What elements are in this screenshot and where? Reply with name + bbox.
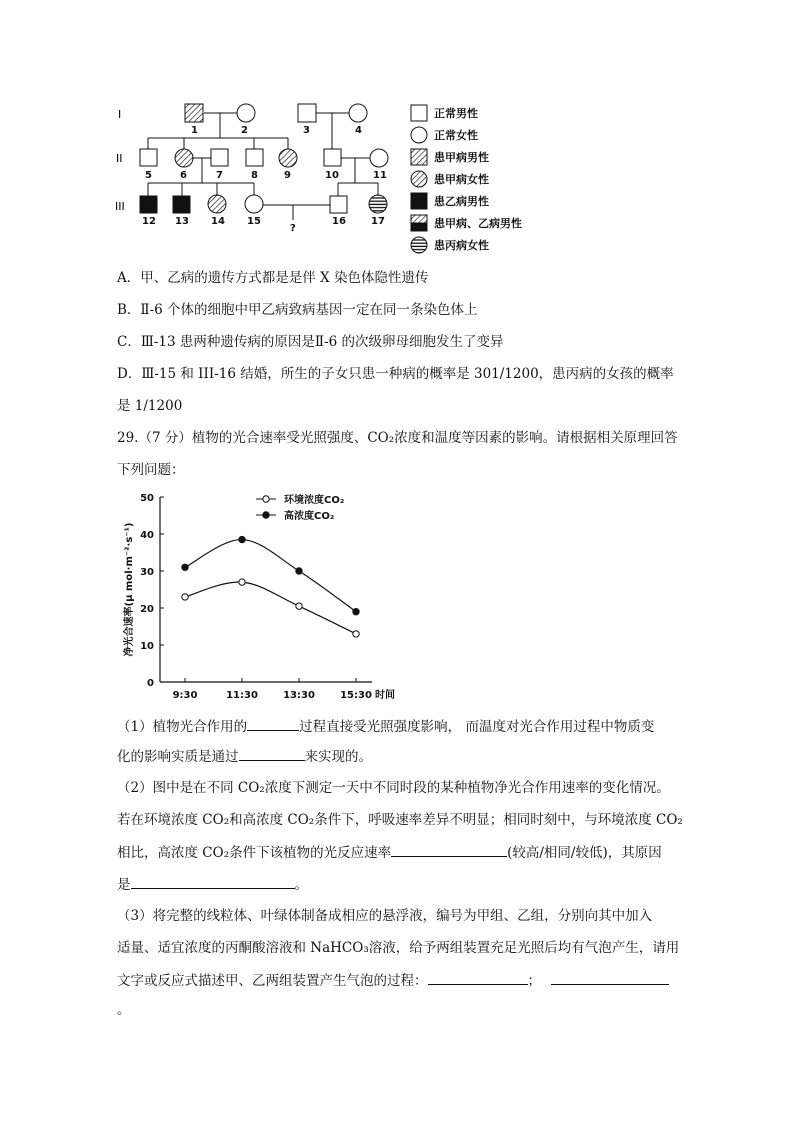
label-17: 17 <box>371 216 385 227</box>
label-6: 6 <box>180 170 187 181</box>
label-1: 1 <box>191 125 198 136</box>
legend-normal-male: 正常男性 <box>410 104 430 122</box>
q29-part2-3a: 相比，高浓度 CO₂条件下该植物的光反应速率 <box>117 845 392 861</box>
data-point-series-2 <box>239 536 245 542</box>
q29-part1-d: 来实现的。 <box>304 749 372 765</box>
option-b: B．Ⅱ-6 个体的细胞中甲乙病致病基因一定在同一条染色体上 <box>117 302 478 318</box>
individual-6 <box>175 149 193 167</box>
q29-part1-c: 化的影响实质是通过 <box>117 749 239 765</box>
y-tick-label: 20 <box>140 604 154 615</box>
label-3: 3 <box>303 125 310 136</box>
individual-4 <box>349 104 367 122</box>
q29-part3-line4: 。 <box>117 1002 131 1018</box>
legend-marker-2 <box>263 512 269 518</box>
individual-8 <box>246 149 263 166</box>
label-8: 8 <box>251 170 258 181</box>
q29-part2-4a: 是 <box>117 877 131 893</box>
individual-2 <box>237 104 255 122</box>
q29-part1-b: 过程直接受光照强度影响， 而温度对光合作用过程中物质变 <box>299 719 655 735</box>
option-d-line2: 是 1/1200 <box>117 398 183 414</box>
legend-label-1: 环境浓度CO₂ <box>284 495 345 506</box>
y-tick-label: 0 <box>147 678 154 689</box>
y-tick-label: 10 <box>140 641 154 652</box>
option-c: C．Ⅲ-13 患两种遗传病的原因是Ⅱ-6 的次级卵母细胞发生了变异 <box>117 334 504 350</box>
x-tick-label: 13:30 <box>283 690 315 701</box>
data-point-series-1 <box>239 579 245 585</box>
answer-blank-5[interactable] <box>428 970 528 985</box>
individual-11 <box>370 149 388 167</box>
label-14: 14 <box>211 216 225 227</box>
y-tick-label: 30 <box>140 567 154 578</box>
line-chart <box>110 488 410 710</box>
label-11: 11 <box>373 170 387 181</box>
series-line-1 <box>185 582 356 634</box>
data-point-series-1 <box>353 631 359 637</box>
q29-part1-a: （1）植物光合作用的 <box>117 719 248 735</box>
generation-label-I: I <box>118 108 122 121</box>
answer-blank-1[interactable] <box>247 716 299 731</box>
individual-10 <box>324 149 341 166</box>
individual-3 <box>298 104 316 122</box>
data-point-series-1 <box>296 603 302 609</box>
label-4: 4 <box>355 125 362 136</box>
q29-intro-line1: 29.（7 分）植物的光合速率受光照强度、CO₂浓度和温度等因素的影响。请根据相关原理回答 <box>117 430 678 446</box>
data-point-series-2 <box>296 568 302 574</box>
answer-blank-3[interactable] <box>391 842 507 857</box>
q29-part3-3a: 文字或反应式描述甲、乙两组装置产生气泡的过程： <box>117 973 428 989</box>
q29-part3-line1: （3）将完整的线粒体、叶绿体制备成相应的悬浮液，编号为甲组、乙组，分别向其中加入 <box>117 908 653 924</box>
answer-blank-6[interactable] <box>551 970 669 985</box>
individual-14 <box>208 195 226 213</box>
label-13: 13 <box>175 216 189 227</box>
generation-label-II: II <box>116 152 123 165</box>
legend-label-2: 高浓度CO₂ <box>284 511 335 522</box>
legend-normal-female: 正常女性 <box>410 126 430 144</box>
label-9: 9 <box>284 170 291 181</box>
label-12: 12 <box>142 216 156 227</box>
legend-jia-female: 患甲病女性 <box>410 170 430 188</box>
q29-part3-3b: ； <box>527 973 541 989</box>
label-15: 15 <box>247 216 261 227</box>
label-2: 2 <box>241 125 248 136</box>
q29-part2-line4 <box>117 874 308 895</box>
y-axis-label: 净光合速率(μ mol·m⁻²·s⁻¹) <box>124 522 135 657</box>
legend-marker-1 <box>263 496 269 502</box>
q29-part2-4b: 。 <box>294 877 308 893</box>
individual-9 <box>279 149 297 167</box>
label-7: 7 <box>216 170 223 181</box>
series-line-2 <box>185 540 356 612</box>
data-point-series-1 <box>182 594 188 600</box>
answer-blank-4[interactable] <box>131 874 295 889</box>
pedigree-chart <box>110 98 410 238</box>
individual-5 <box>140 149 157 166</box>
option-d-line1: D．Ⅲ-15 和 III-16 结婚，所生的子女只患一种病的概率是 301/1200，患丙病的女孩的概率 <box>117 366 674 382</box>
y-tick-label: 50 <box>140 493 154 504</box>
legend-yi-male: 患乙病男性 <box>410 192 430 210</box>
x-tick-label: 11:30 <box>226 690 258 701</box>
label-5: 5 <box>145 170 152 181</box>
individual-17 <box>369 195 387 213</box>
individual-7 <box>211 149 228 166</box>
q29-part2-line2: 若在环境浓度 CO₂和高浓度 CO₂条件下，呼吸速率差异不明显；相同时刻中，与环境浓度 CO₂ <box>117 812 683 828</box>
q29-part2-line1: （2）图中是在不同 CO₂浓度下测定一天中不同时段的某种植物净光合作用速率的变化情况。 <box>117 780 670 796</box>
label-16: 16 <box>332 216 346 227</box>
individual-16 <box>330 196 347 213</box>
option-a: A．甲、乙病的遗传方式都是是伴 X 染色体隐性遗传 <box>117 270 429 286</box>
q29-part1-line2 <box>117 746 372 767</box>
q29-part2-3b: (较高/相同/较低)，其原因 <box>507 845 662 861</box>
individual-15 <box>245 195 263 213</box>
q29-part3-line2: 适量、适宜浓度的丙酮酸溶液和 NaHCO₃溶液，给予两组装置充足光照后均有气泡产生，请用 <box>117 940 680 956</box>
y-tick-label: 40 <box>140 530 154 541</box>
individual-13 <box>173 196 190 213</box>
unknown-child-label: ? <box>290 223 296 234</box>
x-tick-label: 15:30 <box>340 690 372 701</box>
q29-part1-line1 <box>117 716 654 737</box>
legend-bing-female: 患丙病女性 <box>410 236 430 254</box>
data-point-series-2 <box>353 609 359 615</box>
q29-part2-line3 <box>117 842 662 863</box>
x-axis-label: 时间 <box>375 690 395 701</box>
q29-intro-line2: 下列问题： <box>117 462 185 478</box>
generation-label-III: III <box>115 200 125 213</box>
x-tick-label: 9:30 <box>172 690 198 701</box>
legend-jia-yi-male: 患甲病、乙病男性 <box>410 214 430 232</box>
q29-part3-line3 <box>117 970 669 991</box>
answer-blank-2[interactable] <box>239 746 305 761</box>
individual-1 <box>185 104 203 122</box>
individual-12 <box>140 196 157 213</box>
label-10: 10 <box>325 170 339 181</box>
data-point-series-2 <box>182 564 188 570</box>
legend-jia-male: 患甲病男性 <box>410 148 430 166</box>
